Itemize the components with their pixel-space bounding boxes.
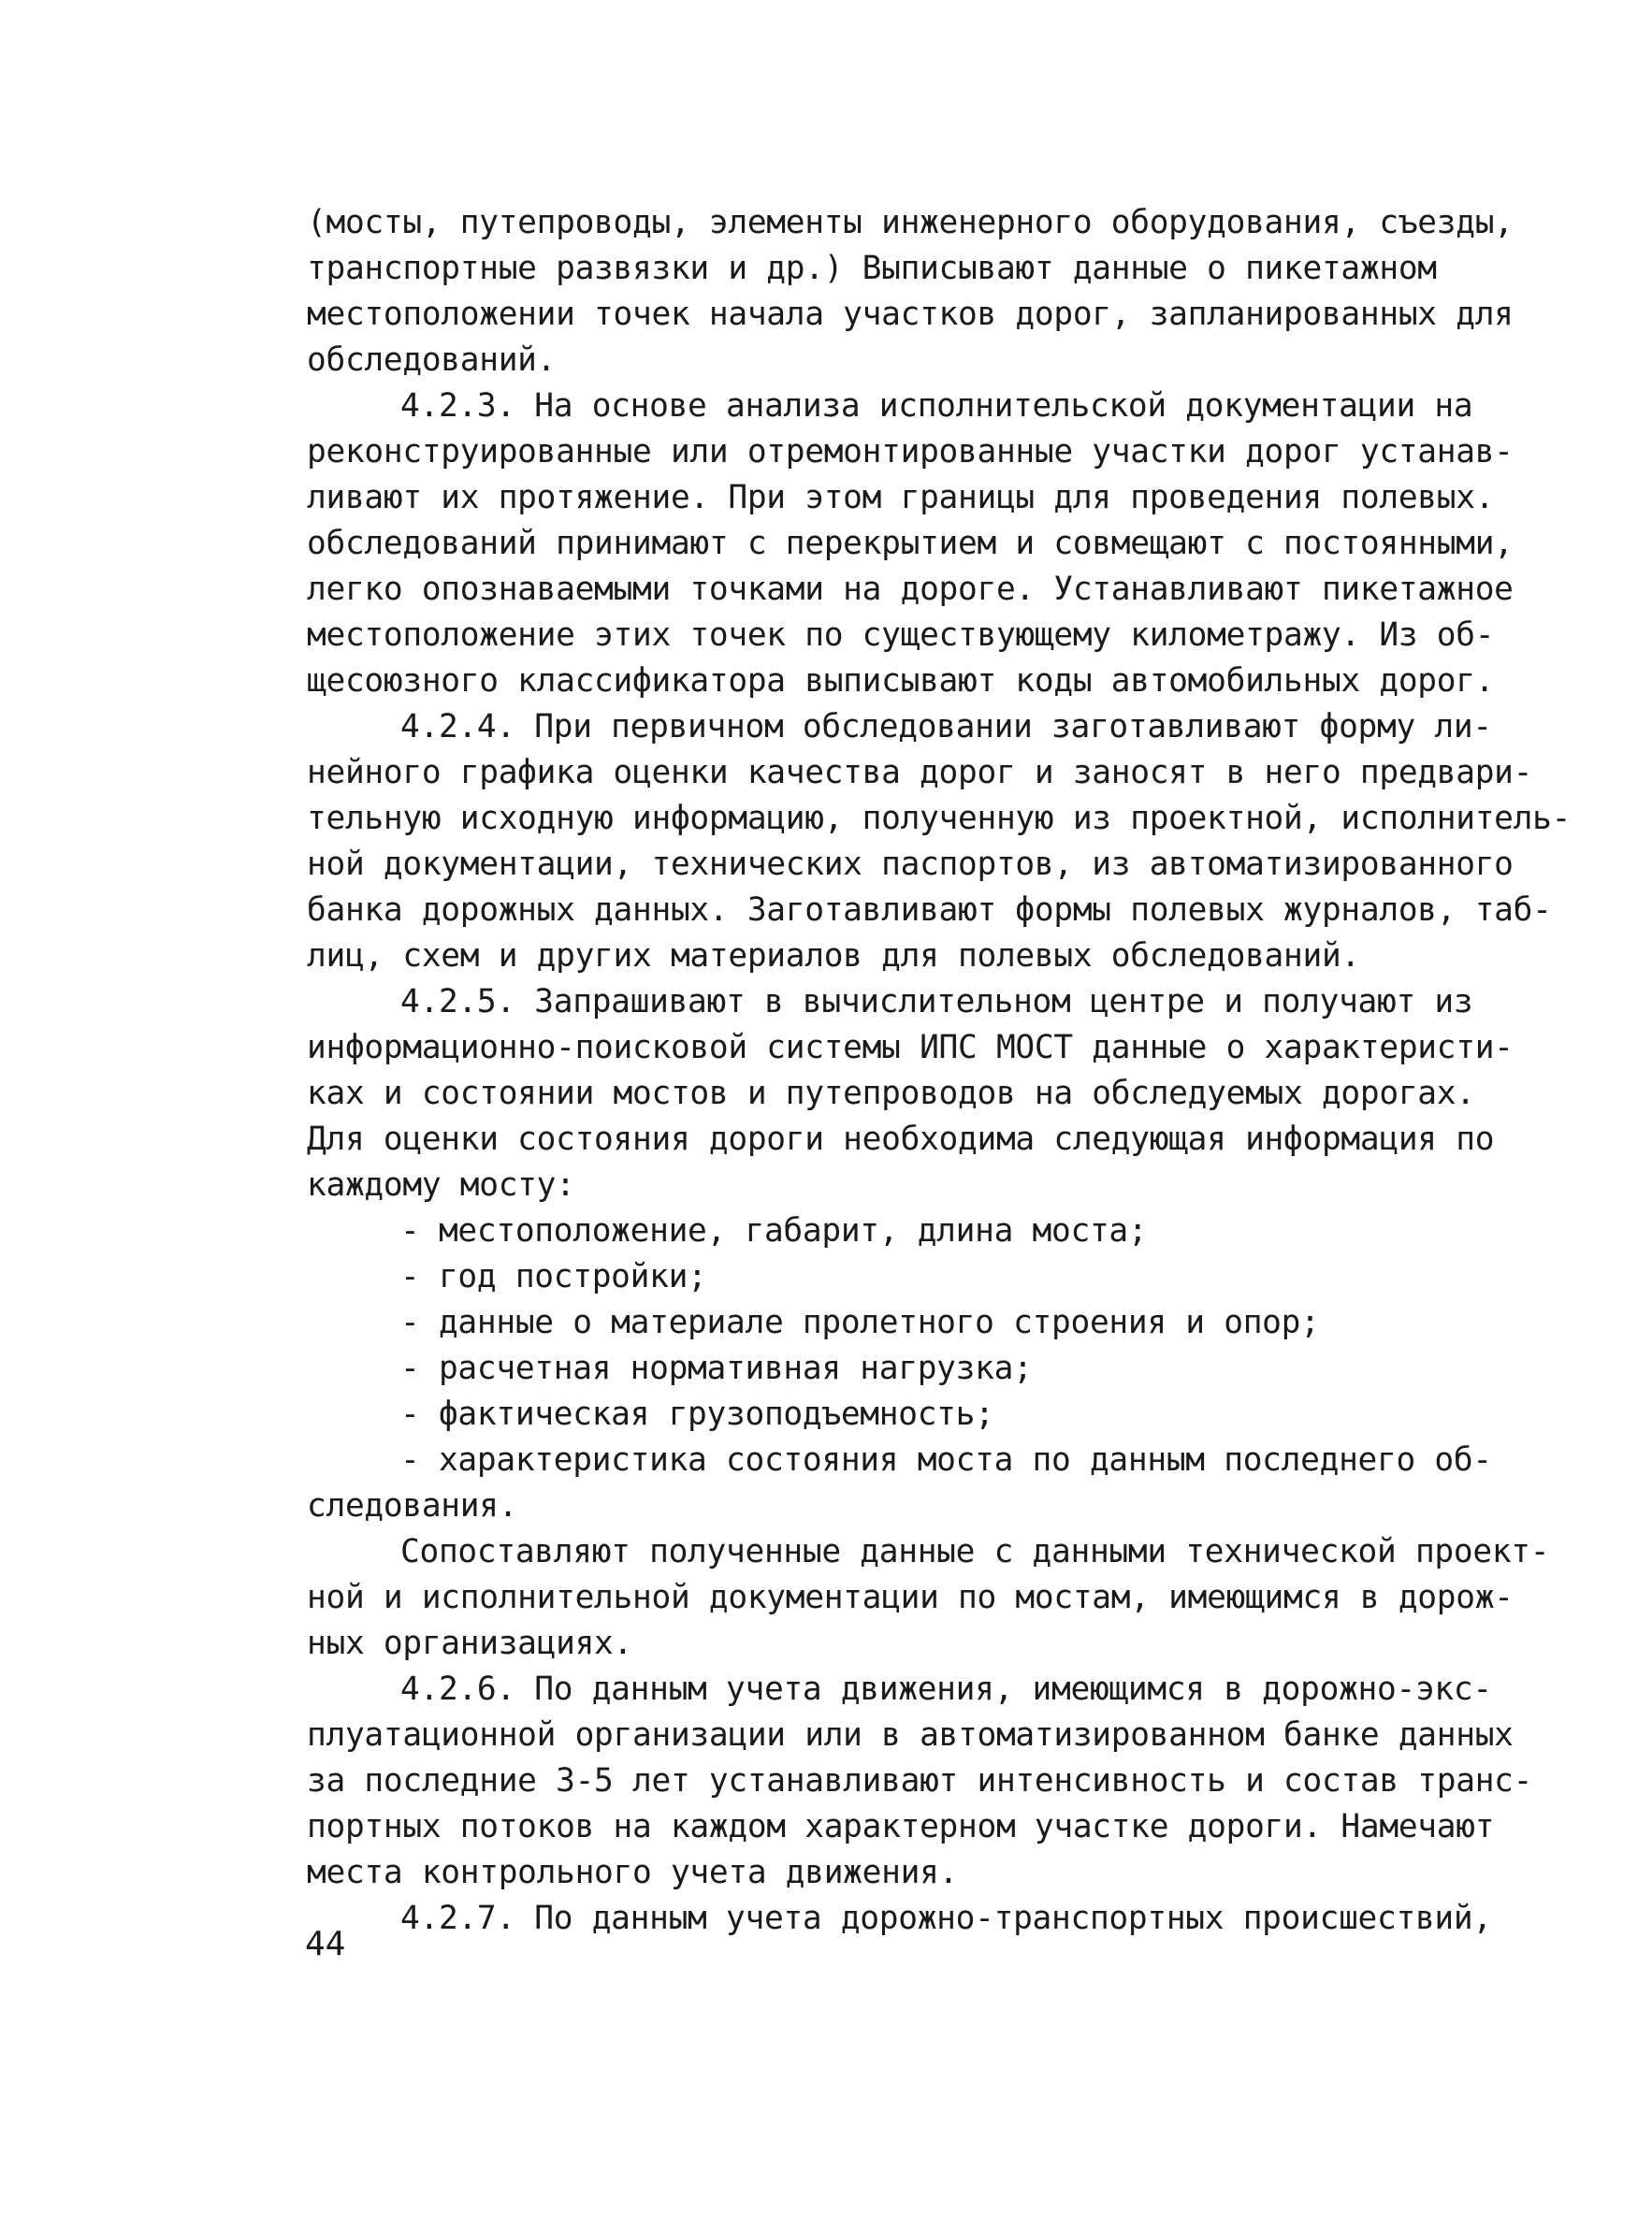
text-line: тельную исходную информацию, полученную из проектной, исполнитель-: [307, 800, 1572, 837]
text-line: обследований.: [307, 341, 557, 379]
list-item: - расчетная нормативная нагрузка;: [400, 1350, 1033, 1387]
list-item: - год постройки;: [400, 1258, 707, 1295]
text-line: банка дорожных данных. Заготавливают формы полевых журналов, таб-: [307, 891, 1552, 929]
section-4-2-5-first-line: 4.2.5. Запрашивают в вычислительном центре и получают из: [400, 983, 1473, 1020]
list-item: - фактическая грузоподъемность;: [400, 1396, 994, 1433]
body-text: [307, 200, 1572, 1942]
text-line: ках и состоянии мостов и путепроводов на обследуемых дорогах.: [307, 1075, 1475, 1112]
list-item: - характеристика состояния моста по данным последнего об-: [400, 1441, 1492, 1479]
text-line: информационно-поисковой системы ИПС МОСТ данные о характеристи-: [307, 1029, 1514, 1066]
text-line: ливают их протяжение. При этом границы для проведения полевых.: [307, 479, 1495, 516]
paragraph-first-line: Сопоставляют полученные данные с данными технической проект-: [400, 1533, 1550, 1570]
section-4-2-4-first-line: 4.2.4. При первичном обследовании заготавливают форму ли-: [400, 708, 1492, 745]
text-line: ной документации, технических паспортов, из автоматизированного: [307, 846, 1514, 883]
text-line: места контрольного учета движения.: [307, 1854, 959, 1891]
text-line: обследований принимают с перекрытием и совмещают с постоянными,: [307, 525, 1514, 562]
text-line: (мосты, путепроводы, элементы инженерного оборудования, съезды,: [307, 204, 1514, 241]
section-4-2-3-first-line: 4.2.3. На основе анализа исполнительской документации на: [400, 387, 1473, 425]
text-line: легко опознаваемыми точками на дороге. Устанавливают пикетажное: [307, 571, 1514, 608]
text-line: местоположение этих точек по существующему километражу. Из об-: [307, 616, 1495, 654]
text-line: ных организациях.: [307, 1625, 633, 1662]
section-4-2-6-first-line: 4.2.6. По данным учета движения, имеющимся в дорожно-экс-: [400, 1671, 1492, 1708]
text-line: за последние 3-5 лет устанавливают интенсивность и состав транс-: [307, 1762, 1533, 1800]
text-line: нейного графика оценки качества дорог и заносят в него предвари-: [307, 754, 1533, 791]
text-line: ной и исполнительной документации по мостам, имеющимся в дорож-: [307, 1579, 1514, 1616]
text-line: лиц, схем и других материалов для полевых обследований.: [307, 937, 1360, 975]
list-item: - местоположение, габарит, длина моста;: [400, 1212, 1148, 1250]
text-line: щесоюзного классификатора выписывают коды автомобильных дорог.: [307, 662, 1495, 700]
list-item: - данные о материале пролетного строения и опор;: [400, 1304, 1320, 1341]
text-line: каждому мосту:: [307, 1166, 575, 1204]
text-line: плуатационной организации или в автоматизированном банке данных: [307, 1716, 1514, 1754]
page-number: 44: [305, 1925, 346, 1963]
text-line: транспортные развязки и др.) Выписывают данные о пикетажном: [307, 250, 1437, 287]
text-line: следования.: [307, 1487, 518, 1525]
text-line: Для оценки состояния дороги необходима следующая информация по: [307, 1121, 1495, 1158]
text-line: портных потоков на каждом характерном участке дороги. Намечают: [307, 1808, 1495, 1845]
section-4-2-7-first-line: 4.2.7. По данным учета дорожно-транспортных происшествий,: [400, 1900, 1492, 1937]
text-line: реконструированные или отремонтированные участки дорог устанав-: [307, 433, 1514, 470]
text-line: местоположении точек начала участков дорог, запланированных для: [307, 296, 1514, 333]
